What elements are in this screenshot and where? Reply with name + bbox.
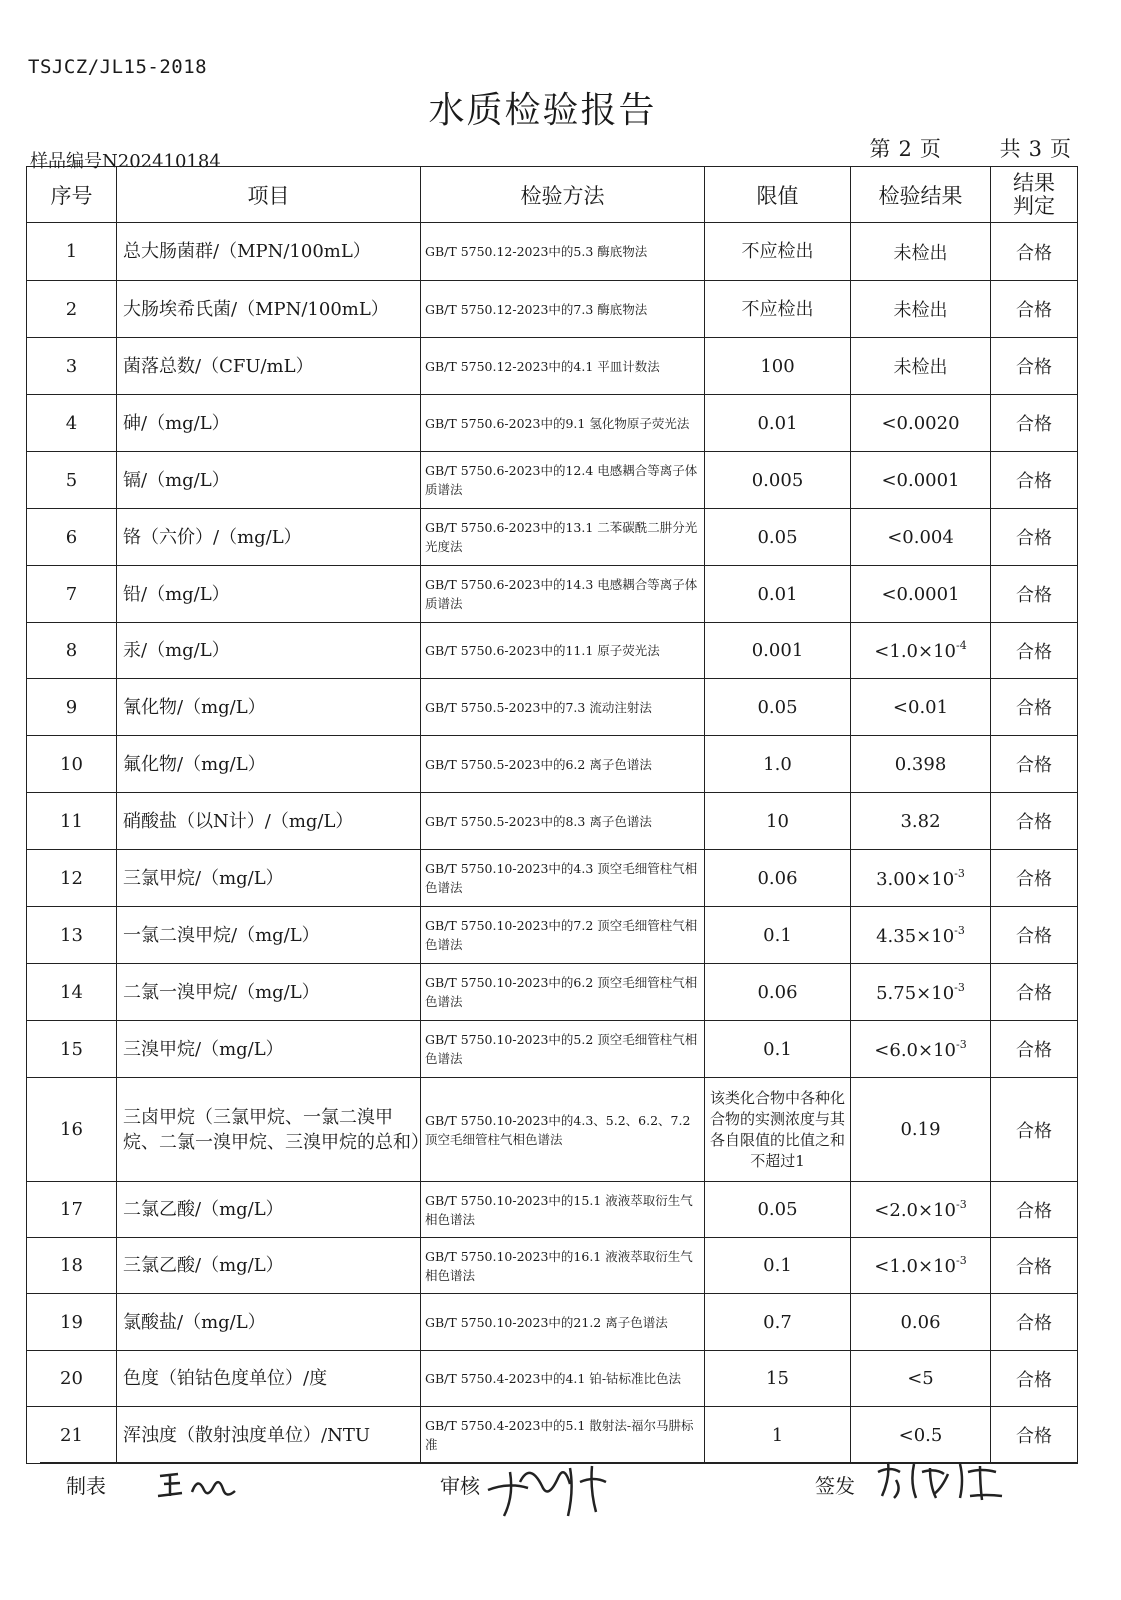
row-judge: 合格 xyxy=(991,1351,1078,1407)
document-code: TSJCZ/JL15-2018 xyxy=(28,56,208,78)
row-item: 三溴甲烷/（mg/L） xyxy=(117,1021,421,1078)
row-item: 菌落总数/（CFU/mL） xyxy=(117,338,421,395)
table-row xyxy=(27,623,1078,679)
row-judge: 合格 xyxy=(991,1182,1078,1238)
row-item: 二氯一溴甲烷/（mg/L） xyxy=(117,964,421,1021)
row-method: GB/T 5750.6-2023中的14.3 电感耦合等离子体质谱法 xyxy=(421,566,705,623)
row-method: GB/T 5750.4-2023中的4.1 铂-钴标准比色法 xyxy=(421,1351,705,1407)
row-result: 3.82 xyxy=(851,793,991,850)
row-item: 镉/（mg/L） xyxy=(117,452,421,509)
row-judge: 合格 xyxy=(991,623,1078,679)
table-row xyxy=(27,566,1078,623)
row-method: GB/T 5750.10-2023中的7.2 顶空毛细管柱气相色谱法 xyxy=(421,907,705,964)
result-exponent: -3 xyxy=(954,866,965,880)
row-limit: 0.1 xyxy=(705,1238,851,1294)
row-result xyxy=(851,1182,991,1238)
row-item: 三卤甲烷（三氯甲烷、一氯二溴甲烷、二氯一溴甲烷、三溴甲烷的总和） xyxy=(117,1078,421,1182)
row-number: 5 xyxy=(27,452,117,509)
row-item: 砷/（mg/L） xyxy=(117,395,421,452)
row-limit: 0.01 xyxy=(705,566,851,623)
table-row xyxy=(27,452,1078,509)
row-result: <0.01 xyxy=(851,679,991,736)
row-number: 13 xyxy=(27,907,117,964)
result-exponent: -3 xyxy=(954,923,965,937)
page-indicator xyxy=(866,133,1075,163)
row-limit: 不应检出 xyxy=(705,281,851,338)
header-judge-line1: 结果 xyxy=(1013,170,1055,195)
row-number: 9 xyxy=(27,679,117,736)
row-judge: 合格 xyxy=(991,566,1078,623)
row-method: GB/T 5750.10-2023中的4.3 顶空毛细管柱气相色谱法 xyxy=(421,850,705,907)
row-limit: 该类化合物中各种化合物的实测浓度与其各自限值的比值之和不超过1 xyxy=(705,1078,851,1182)
row-item: 铬（六价）/（mg/L） xyxy=(117,509,421,566)
result-base: <6.0×10 xyxy=(874,1039,956,1061)
prepared-by-signature xyxy=(150,1466,250,1506)
page-current: 2 xyxy=(898,137,912,161)
table-row xyxy=(27,1021,1078,1078)
row-number: 11 xyxy=(27,793,117,850)
header-item: 项目 xyxy=(117,167,421,223)
row-number: 15 xyxy=(27,1021,117,1078)
row-limit: 15 xyxy=(705,1351,851,1407)
row-number: 10 xyxy=(27,736,117,793)
row-item: 三氯甲烷/（mg/L） xyxy=(117,850,421,907)
report-body xyxy=(27,223,1078,1464)
header-result: 检验结果 xyxy=(851,167,991,223)
issued-by-signature xyxy=(870,1450,1010,1510)
row-limit: 0.1 xyxy=(705,1021,851,1078)
row-item: 总大肠菌群/（MPN/100mL） xyxy=(117,223,421,281)
row-number: 16 xyxy=(27,1078,117,1182)
row-number: 17 xyxy=(27,1182,117,1238)
page-total-prefix: 共 xyxy=(999,137,1021,161)
result-base: <2.0×10 xyxy=(874,1200,956,1221)
row-number: 19 xyxy=(27,1294,117,1351)
row-limit: 0.7 xyxy=(705,1294,851,1351)
row-number: 4 xyxy=(27,395,117,452)
row-item: 二氯乙酸/（mg/L） xyxy=(117,1182,421,1238)
row-judge: 合格 xyxy=(991,509,1078,566)
row-item: 大肠埃希氏菌/（MPN/100mL） xyxy=(117,281,421,338)
row-limit: 100 xyxy=(705,338,851,395)
row-judge: 合格 xyxy=(991,793,1078,850)
table-row xyxy=(27,509,1078,566)
row-result: <0.5 xyxy=(851,1407,991,1464)
row-judge: 合格 xyxy=(991,679,1078,736)
row-item: 一氯二溴甲烷/（mg/L） xyxy=(117,907,421,964)
row-limit: 0.01 xyxy=(705,395,851,452)
row-judge: 合格 xyxy=(991,395,1078,452)
row-result xyxy=(851,850,991,907)
row-judge: 合格 xyxy=(991,964,1078,1021)
row-result xyxy=(851,907,991,964)
row-limit: 0.1 xyxy=(705,907,851,964)
header-method: 检验方法 xyxy=(421,167,705,223)
table-row xyxy=(27,1238,1078,1294)
row-limit: 0.06 xyxy=(705,964,851,1021)
table-row xyxy=(27,395,1078,452)
table-row xyxy=(27,1182,1078,1238)
row-limit: 不应检出 xyxy=(705,223,851,281)
reviewed-by-signature xyxy=(480,1452,620,1522)
row-judge: 合格 xyxy=(991,1294,1078,1351)
row-method: GB/T 5750.10-2023中的4.3、5.2、6.2、7.2 顶空毛细管柱气相色谱法 xyxy=(421,1078,705,1182)
header-judge xyxy=(991,167,1078,223)
row-result xyxy=(851,623,991,679)
page-total-suffix: 页 xyxy=(1050,137,1071,161)
row-item: 铅/（mg/L） xyxy=(117,566,421,623)
row-limit: 10 xyxy=(705,793,851,850)
prepared-by-label: 制表 xyxy=(66,1474,106,1498)
result-exponent: -3 xyxy=(955,1037,967,1051)
row-judge: 合格 xyxy=(991,736,1078,793)
row-item: 色度（铂钴色度单位）/度 xyxy=(117,1351,421,1407)
row-number: 3 xyxy=(27,338,117,395)
row-method: GB/T 5750.10-2023中的15.1 液液萃取衍生气相色谱法 xyxy=(421,1182,705,1238)
row-result xyxy=(851,1021,991,1078)
sample-number: 样品编号N202410184 xyxy=(30,151,221,172)
row-number: 1 xyxy=(27,223,117,281)
row-item: 氰化物/（mg/L） xyxy=(117,679,421,736)
report-table xyxy=(26,166,1078,1464)
row-judge: 合格 xyxy=(991,452,1078,509)
row-method: GB/T 5750.6-2023中的11.1 原子荧光法 xyxy=(421,623,705,679)
result-exponent: -3 xyxy=(955,1198,967,1211)
table-row xyxy=(27,223,1078,281)
header-judge-line2: 判定 xyxy=(1013,193,1055,218)
row-number: 8 xyxy=(27,623,117,679)
row-item: 氟化物/（mg/L） xyxy=(117,736,421,793)
row-method: GB/T 5750.12-2023中的7.3 酶底物法 xyxy=(421,281,705,338)
row-method: GB/T 5750.4-2023中的5.1 散射法-福尔马肼标准 xyxy=(421,1407,705,1464)
row-limit: 1 xyxy=(705,1407,851,1464)
row-method: GB/T 5750.10-2023中的6.2 顶空毛细管柱气相色谱法 xyxy=(421,964,705,1021)
table-row xyxy=(27,679,1078,736)
row-method: GB/T 5750.5-2023中的7.3 流动注射法 xyxy=(421,679,705,736)
row-limit: 0.05 xyxy=(705,1182,851,1238)
result-base: <1.0×10 xyxy=(874,641,956,662)
table-row xyxy=(27,338,1078,395)
row-limit: 0.05 xyxy=(705,509,851,566)
row-method: GB/T 5750.10-2023中的16.1 液液萃取衍生气相色谱法 xyxy=(421,1238,705,1294)
row-method: GB/T 5750.12-2023中的5.3 酶底物法 xyxy=(421,223,705,281)
row-method: GB/T 5750.6-2023中的12.4 电感耦合等离子体质谱法 xyxy=(421,452,705,509)
row-result: 0.19 xyxy=(851,1078,991,1182)
row-item: 浑浊度（散射浊度单位）/NTU xyxy=(117,1407,421,1464)
row-judge: 合格 xyxy=(991,223,1078,281)
row-method: GB/T 5750.5-2023中的6.2 离子色谱法 xyxy=(421,736,705,793)
table-row xyxy=(27,1078,1078,1182)
row-number: 18 xyxy=(27,1238,117,1294)
row-method: GB/T 5750.12-2023中的4.1 平皿计数法 xyxy=(421,338,705,395)
row-limit: 0.005 xyxy=(705,452,851,509)
row-limit: 0.06 xyxy=(705,850,851,907)
row-item: 氯酸盐/（mg/L） xyxy=(117,1294,421,1351)
header-row xyxy=(27,167,1078,223)
row-judge: 合格 xyxy=(991,1407,1078,1464)
table-row xyxy=(27,1351,1078,1407)
row-method: GB/T 5750.10-2023中的5.2 顶空毛细管柱气相色谱法 xyxy=(421,1021,705,1078)
row-item: 汞/（mg/L） xyxy=(117,623,421,679)
header-limit: 限值 xyxy=(705,167,851,223)
table-row xyxy=(27,793,1078,850)
result-base: 3.00×10 xyxy=(876,868,955,890)
document-title: 水质检验报告 xyxy=(428,90,657,131)
row-result: <5 xyxy=(851,1351,991,1407)
row-method: GB/T 5750.10-2023中的21.2 离子色谱法 xyxy=(421,1294,705,1351)
row-number: 2 xyxy=(27,281,117,338)
row-method: GB/T 5750.6-2023中的9.1 氢化物原子荧光法 xyxy=(421,395,705,452)
header-no: 序号 xyxy=(27,167,117,223)
row-result: <0.004 xyxy=(851,509,991,566)
row-judge: 合格 xyxy=(991,907,1078,964)
row-item: 硝酸盐（以N计）/（mg/L） xyxy=(117,793,421,850)
reviewed-by-label: 审核 xyxy=(440,1474,480,1498)
result-exponent: -4 xyxy=(955,639,967,652)
row-result xyxy=(851,964,991,1021)
row-number: 20 xyxy=(27,1351,117,1407)
row-judge: 合格 xyxy=(991,1021,1078,1078)
row-judge: 合格 xyxy=(991,1078,1078,1182)
row-method: GB/T 5750.5-2023中的8.3 离子色谱法 xyxy=(421,793,705,850)
row-number: 6 xyxy=(27,509,117,566)
row-limit: 1.0 xyxy=(705,736,851,793)
row-result: <0.0001 xyxy=(851,452,991,509)
row-number: 7 xyxy=(27,566,117,623)
row-judge: 合格 xyxy=(991,338,1078,395)
row-item: 三氯乙酸/（mg/L） xyxy=(117,1238,421,1294)
row-judge: 合格 xyxy=(991,1238,1078,1294)
table-row xyxy=(27,1294,1078,1351)
row-result: 未检出 xyxy=(851,223,991,281)
row-result xyxy=(851,1238,991,1294)
result-base: <1.0×10 xyxy=(874,1256,956,1277)
row-result: <0.0001 xyxy=(851,566,991,623)
row-judge: 合格 xyxy=(991,281,1078,338)
row-number: 12 xyxy=(27,850,117,907)
row-method: GB/T 5750.6-2023中的13.1 二苯碳酰二肼分光光度法 xyxy=(421,509,705,566)
result-base: 4.35×10 xyxy=(876,925,955,947)
page-word: 页 xyxy=(919,137,941,161)
table-row xyxy=(27,281,1078,338)
row-result: 0.398 xyxy=(851,736,991,793)
row-result: <0.0020 xyxy=(851,395,991,452)
table-row xyxy=(27,907,1078,964)
row-number: 21 xyxy=(27,1407,117,1464)
row-limit: 0.05 xyxy=(705,679,851,736)
issued-by-label: 签发 xyxy=(815,1474,855,1498)
table-row xyxy=(27,850,1078,907)
row-result: 0.06 xyxy=(851,1294,991,1351)
page-total: 3 xyxy=(1028,137,1042,161)
row-number: 14 xyxy=(27,964,117,1021)
page-prefix: 第 xyxy=(869,137,891,161)
result-exponent: -3 xyxy=(954,980,965,994)
row-result: 未检出 xyxy=(851,281,991,338)
table-row xyxy=(27,964,1078,1021)
table-row xyxy=(27,736,1078,793)
row-limit: 0.001 xyxy=(705,623,851,679)
row-judge: 合格 xyxy=(991,850,1078,907)
row-result: 未检出 xyxy=(851,338,991,395)
result-exponent: -3 xyxy=(955,1254,967,1267)
result-base: 5.75×10 xyxy=(876,982,955,1004)
